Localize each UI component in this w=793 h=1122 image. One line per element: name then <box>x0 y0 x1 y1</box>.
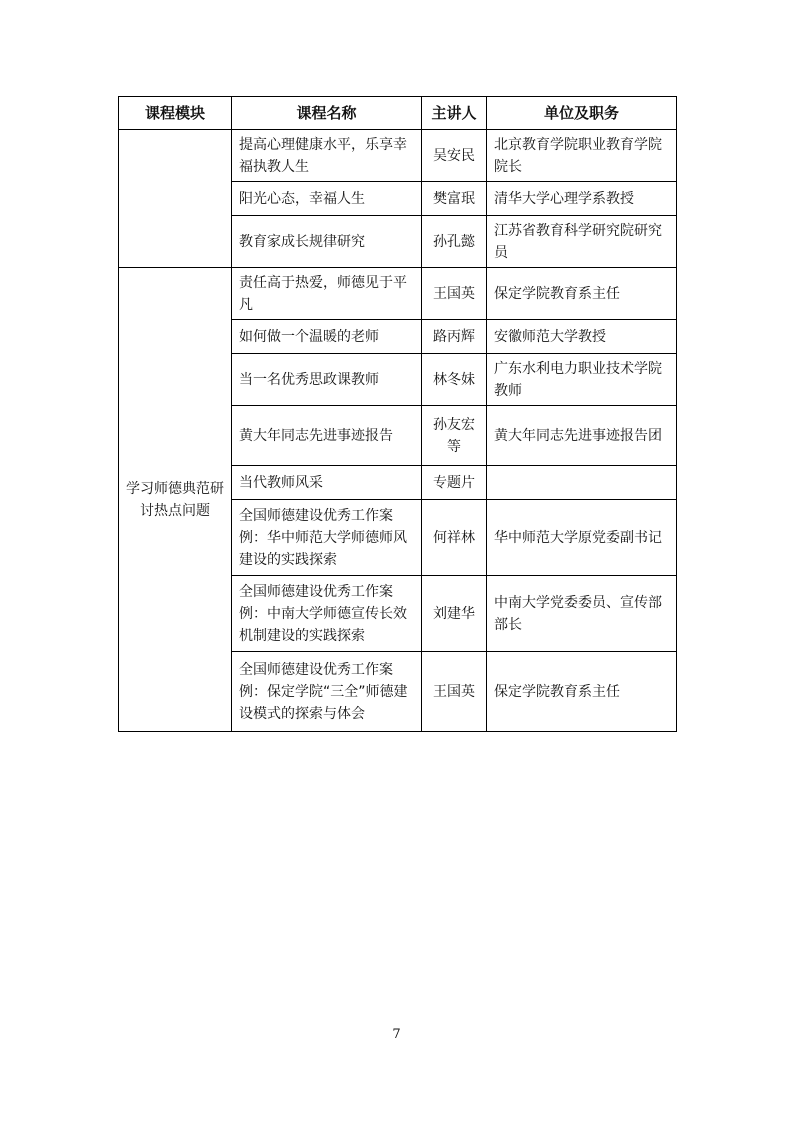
organization-cell: 保定学院教育系主任 <box>487 652 677 732</box>
speaker-cell: 王国英 <box>422 268 487 320</box>
organization-cell: 保定学院教育系主任 <box>487 268 677 320</box>
header-module: 课程模块 <box>119 97 232 130</box>
speaker-cell: 路丙辉 <box>422 320 487 354</box>
speaker-cell: 专题片 <box>422 466 487 500</box>
course-title-cell: 全国师德建设优秀工作案例：保定学院“三全”师德建设模式的探索与体会 <box>232 652 422 732</box>
table-row <box>119 130 677 182</box>
header-row <box>119 97 677 130</box>
organization-cell <box>487 466 677 500</box>
module-cell <box>119 130 232 268</box>
organization-cell: 广东水利电力职业技术学院教师 <box>487 354 677 406</box>
organization-cell: 安徽师范大学教授 <box>487 320 677 354</box>
speaker-cell: 吴安民 <box>422 130 487 182</box>
header-organization: 单位及职务 <box>487 97 677 130</box>
organization-cell: 北京教育学院职业教育学院院长 <box>487 130 677 182</box>
course-table <box>118 96 677 732</box>
course-title-cell: 当一名优秀思政课教师 <box>232 354 422 406</box>
course-title-cell: 阳光心态，幸福人生 <box>232 182 422 216</box>
course-title-cell: 提高心理健康水平，乐享幸福执教人生 <box>232 130 422 182</box>
organization-cell: 华中师范大学原党委副书记 <box>487 500 677 576</box>
speaker-cell: 王国英 <box>422 652 487 732</box>
page-number: 7 <box>392 1027 401 1042</box>
course-title-cell: 全国师德建设优秀工作案例：华中师范大学师德师风建设的实践探索 <box>232 500 422 576</box>
speaker-cell: 孙孔懿 <box>422 216 487 268</box>
table-row <box>119 268 677 320</box>
course-title-cell: 全国师德建设优秀工作案例：中南大学师德宣传长效机制建设的实践探索 <box>232 576 422 652</box>
speaker-cell: 林冬妹 <box>422 354 487 406</box>
course-title-cell: 教育家成长规律研究 <box>232 216 422 268</box>
speaker-cell: 孙友宏等 <box>422 406 487 466</box>
organization-cell: 中南大学党委委员、宣传部部长 <box>487 576 677 652</box>
organization-cell: 清华大学心理学系教授 <box>487 182 677 216</box>
header-course-title: 课程名称 <box>232 97 422 130</box>
course-title-cell: 当代教师风采 <box>232 466 422 500</box>
course-title-cell: 责任高于热爱，师德见于平凡 <box>232 268 422 320</box>
header-speaker: 主讲人 <box>422 97 487 130</box>
course-title-cell: 如何做一个温暖的老师 <box>232 320 422 354</box>
speaker-cell: 刘建华 <box>422 576 487 652</box>
speaker-cell: 樊富珉 <box>422 182 487 216</box>
organization-cell: 江苏省教育科学研究院研究员 <box>487 216 677 268</box>
organization-cell: 黄大年同志先进事迹报告团 <box>487 406 677 466</box>
module-cell: 学习师德典范研讨热点问题 <box>119 268 232 732</box>
speaker-cell: 何祥林 <box>422 500 487 576</box>
course-title-cell: 黄大年同志先进事迹报告 <box>232 406 422 466</box>
